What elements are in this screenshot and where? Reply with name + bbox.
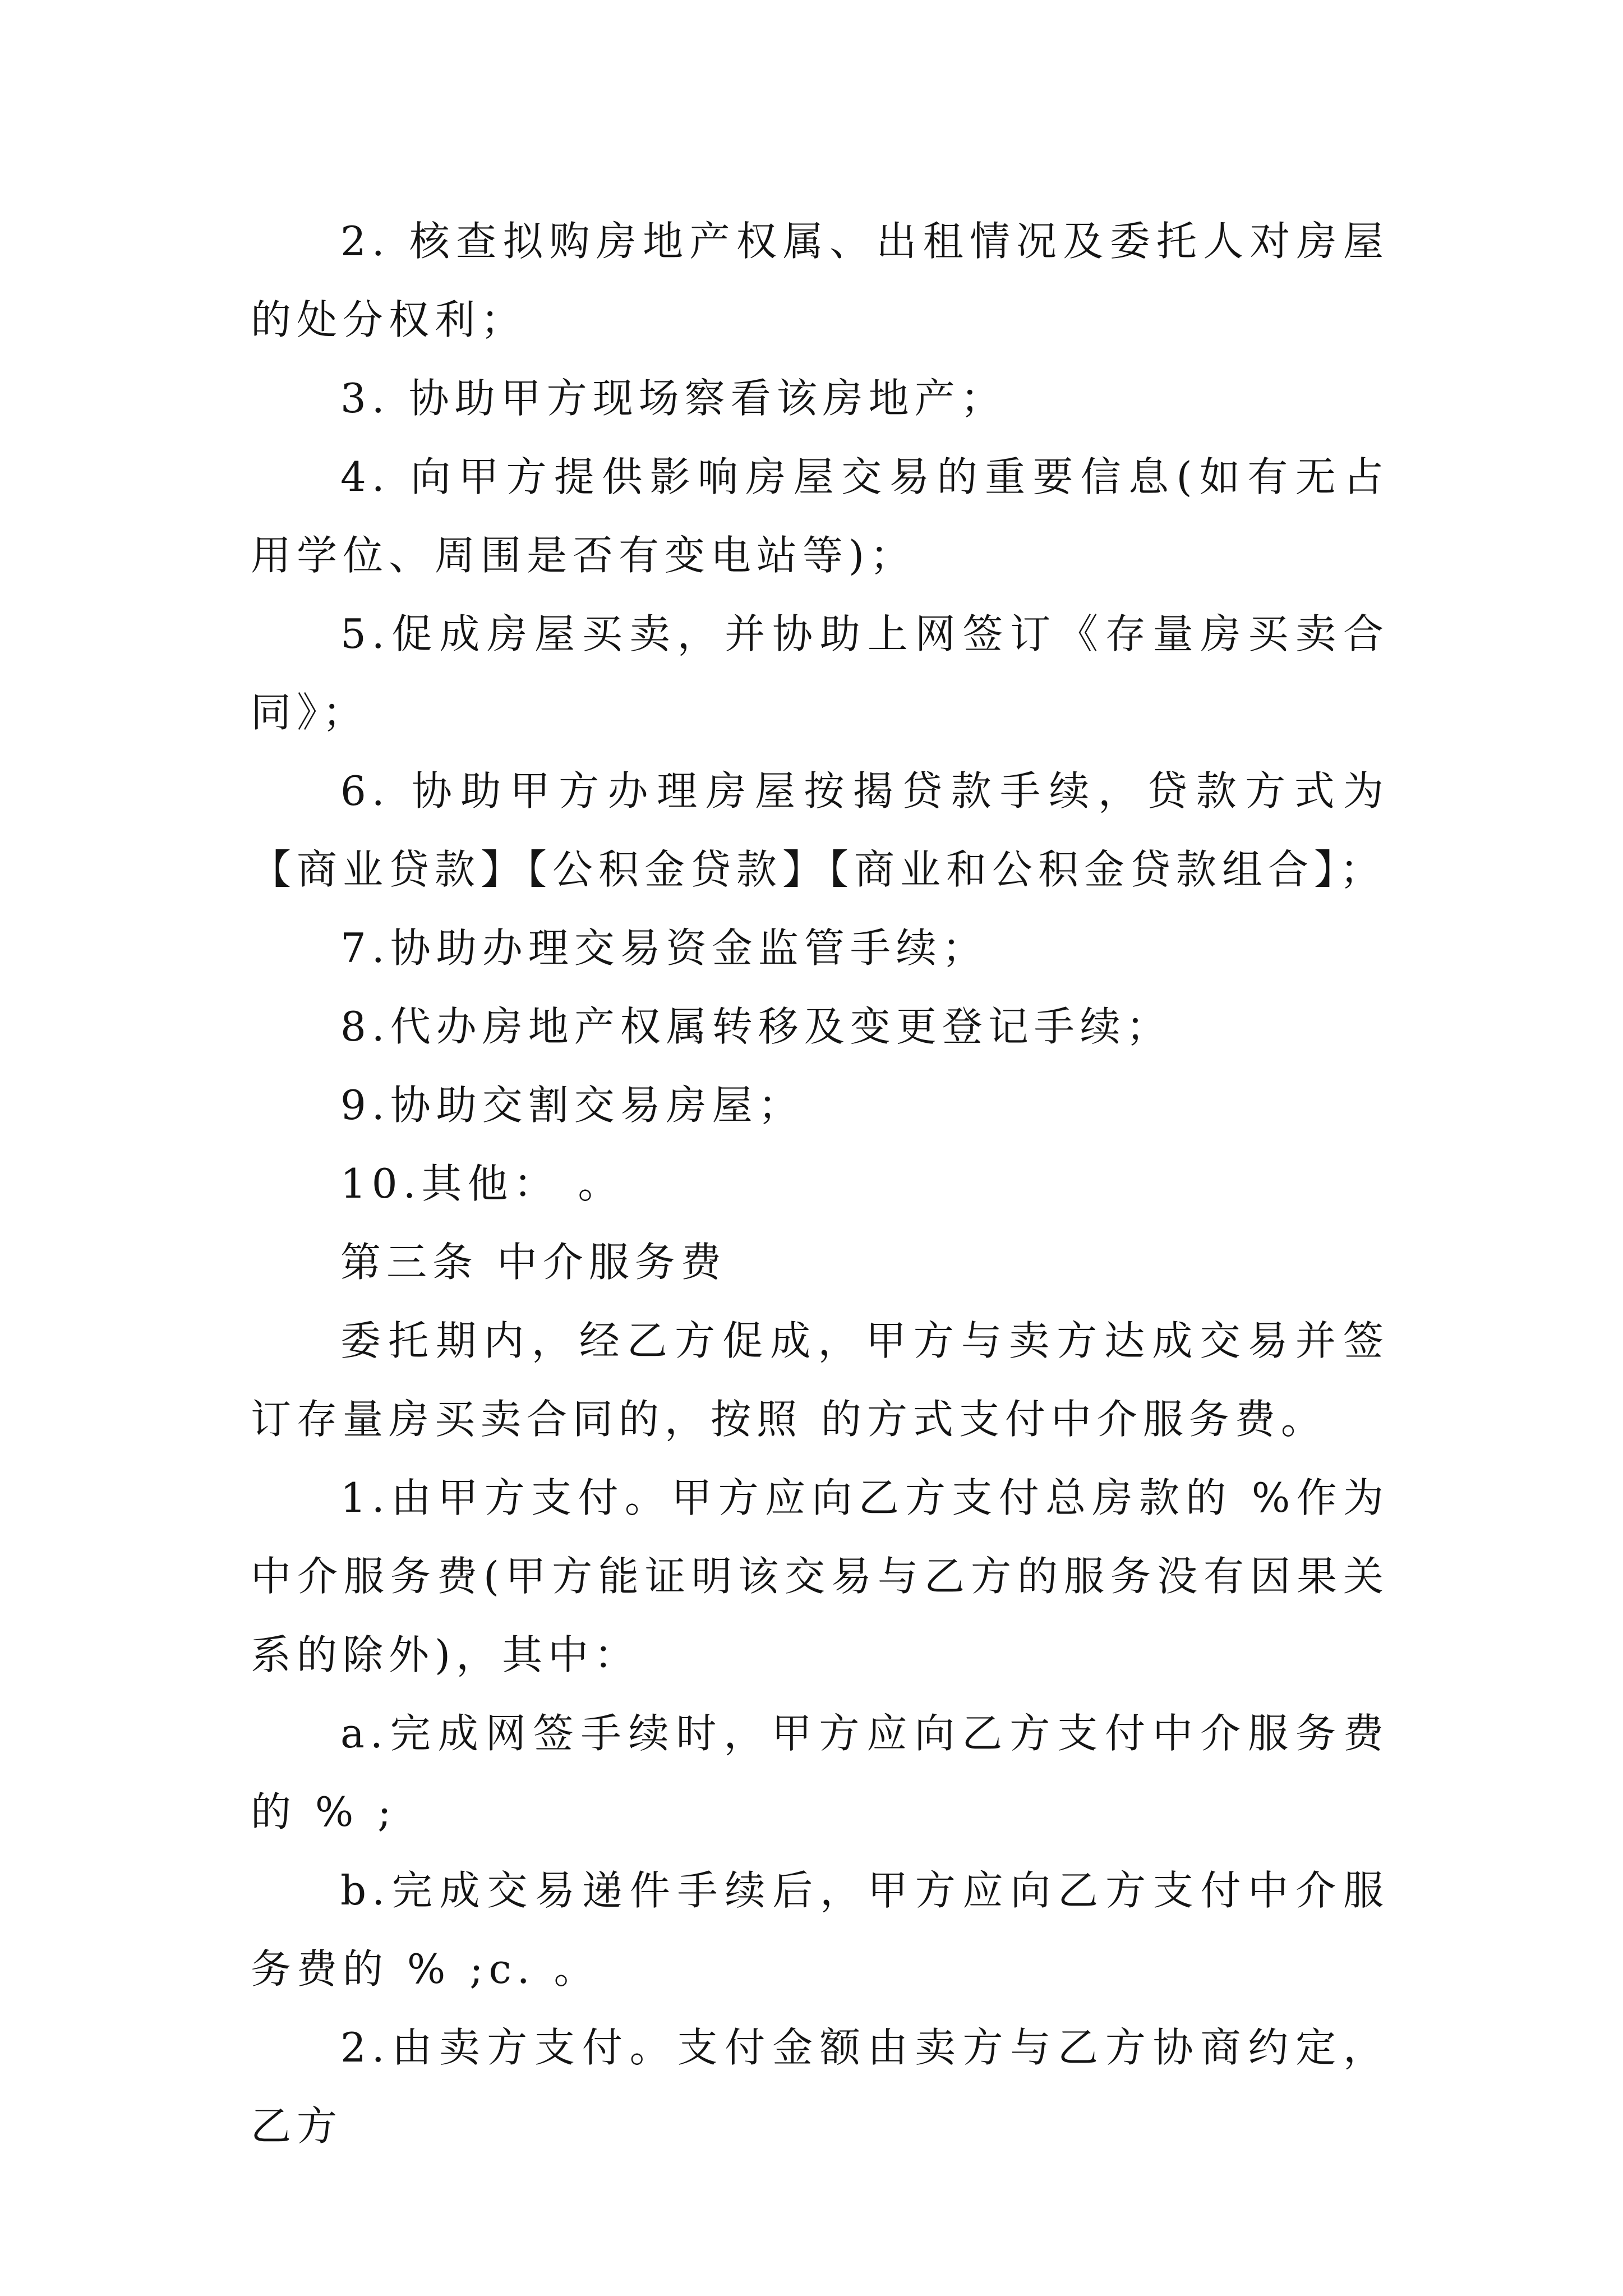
section-heading-article-3: 第三条 中介服务费 xyxy=(340,1239,727,1286)
paragraph-item-4: 4. 向甲方提供影响房屋交易的重要信息(如有无占用学位、周围是否有变电站等)； xyxy=(251,453,1389,579)
paragraph-item-6: 6. 协助甲方办理房屋按揭贷款手续，贷款方式为【商业贷款】【公积金贷款】【商业和公积金贷款组合】； xyxy=(251,767,1389,893)
paragraph-item-10: 10.其他： 。 xyxy=(340,1160,624,1207)
paragraph-item-3: 3. 协助甲方现场察看该房地产； xyxy=(340,375,1007,422)
paragraph-item-8: 8.代办房地产权属转移及变更登记手续； xyxy=(340,1003,1172,1050)
paragraph-item-9: 9.协助交割交易房屋； xyxy=(340,1082,804,1129)
paragraph-fee-sub-b: b.完成交易递件手续后，甲方应向乙方支付中介服务费的 % ;c. 。 xyxy=(251,1867,1389,1993)
paragraph-item-5: 5.促成房屋买卖，并协助上网签订《存量房买卖合同》； xyxy=(251,610,1389,736)
paragraph-item-7: 7.协助办理交易资金监管手续； xyxy=(340,924,988,972)
paragraph-fee-option-2: 2.由卖方支付。支付金额由卖方与乙方协商约定，乙方 xyxy=(251,2024,1389,2150)
paragraph-item-2: 2. 核查拟购房地产权属、出租情况及委托人对房屋的处分权利； xyxy=(251,218,1389,343)
document-body xyxy=(251,202,1389,2165)
paragraph-fee-intro: 委托期内，经乙方促成，甲方与卖方达成交易并签订存量房买卖合同的，按照 的方式支付中介服务费。 xyxy=(251,1317,1389,1443)
paragraph-fee-sub-a: a.完成网签手续时，甲方应向乙方支付中介服务费的 % ; xyxy=(251,1710,1389,1835)
paragraph-fee-option-1: 1.由甲方支付。甲方应向乙方支付总房款的 %作为中介服务费(甲方能证明该交易与乙方的服务没有因果关系的除外)，其中： xyxy=(251,1474,1389,1678)
